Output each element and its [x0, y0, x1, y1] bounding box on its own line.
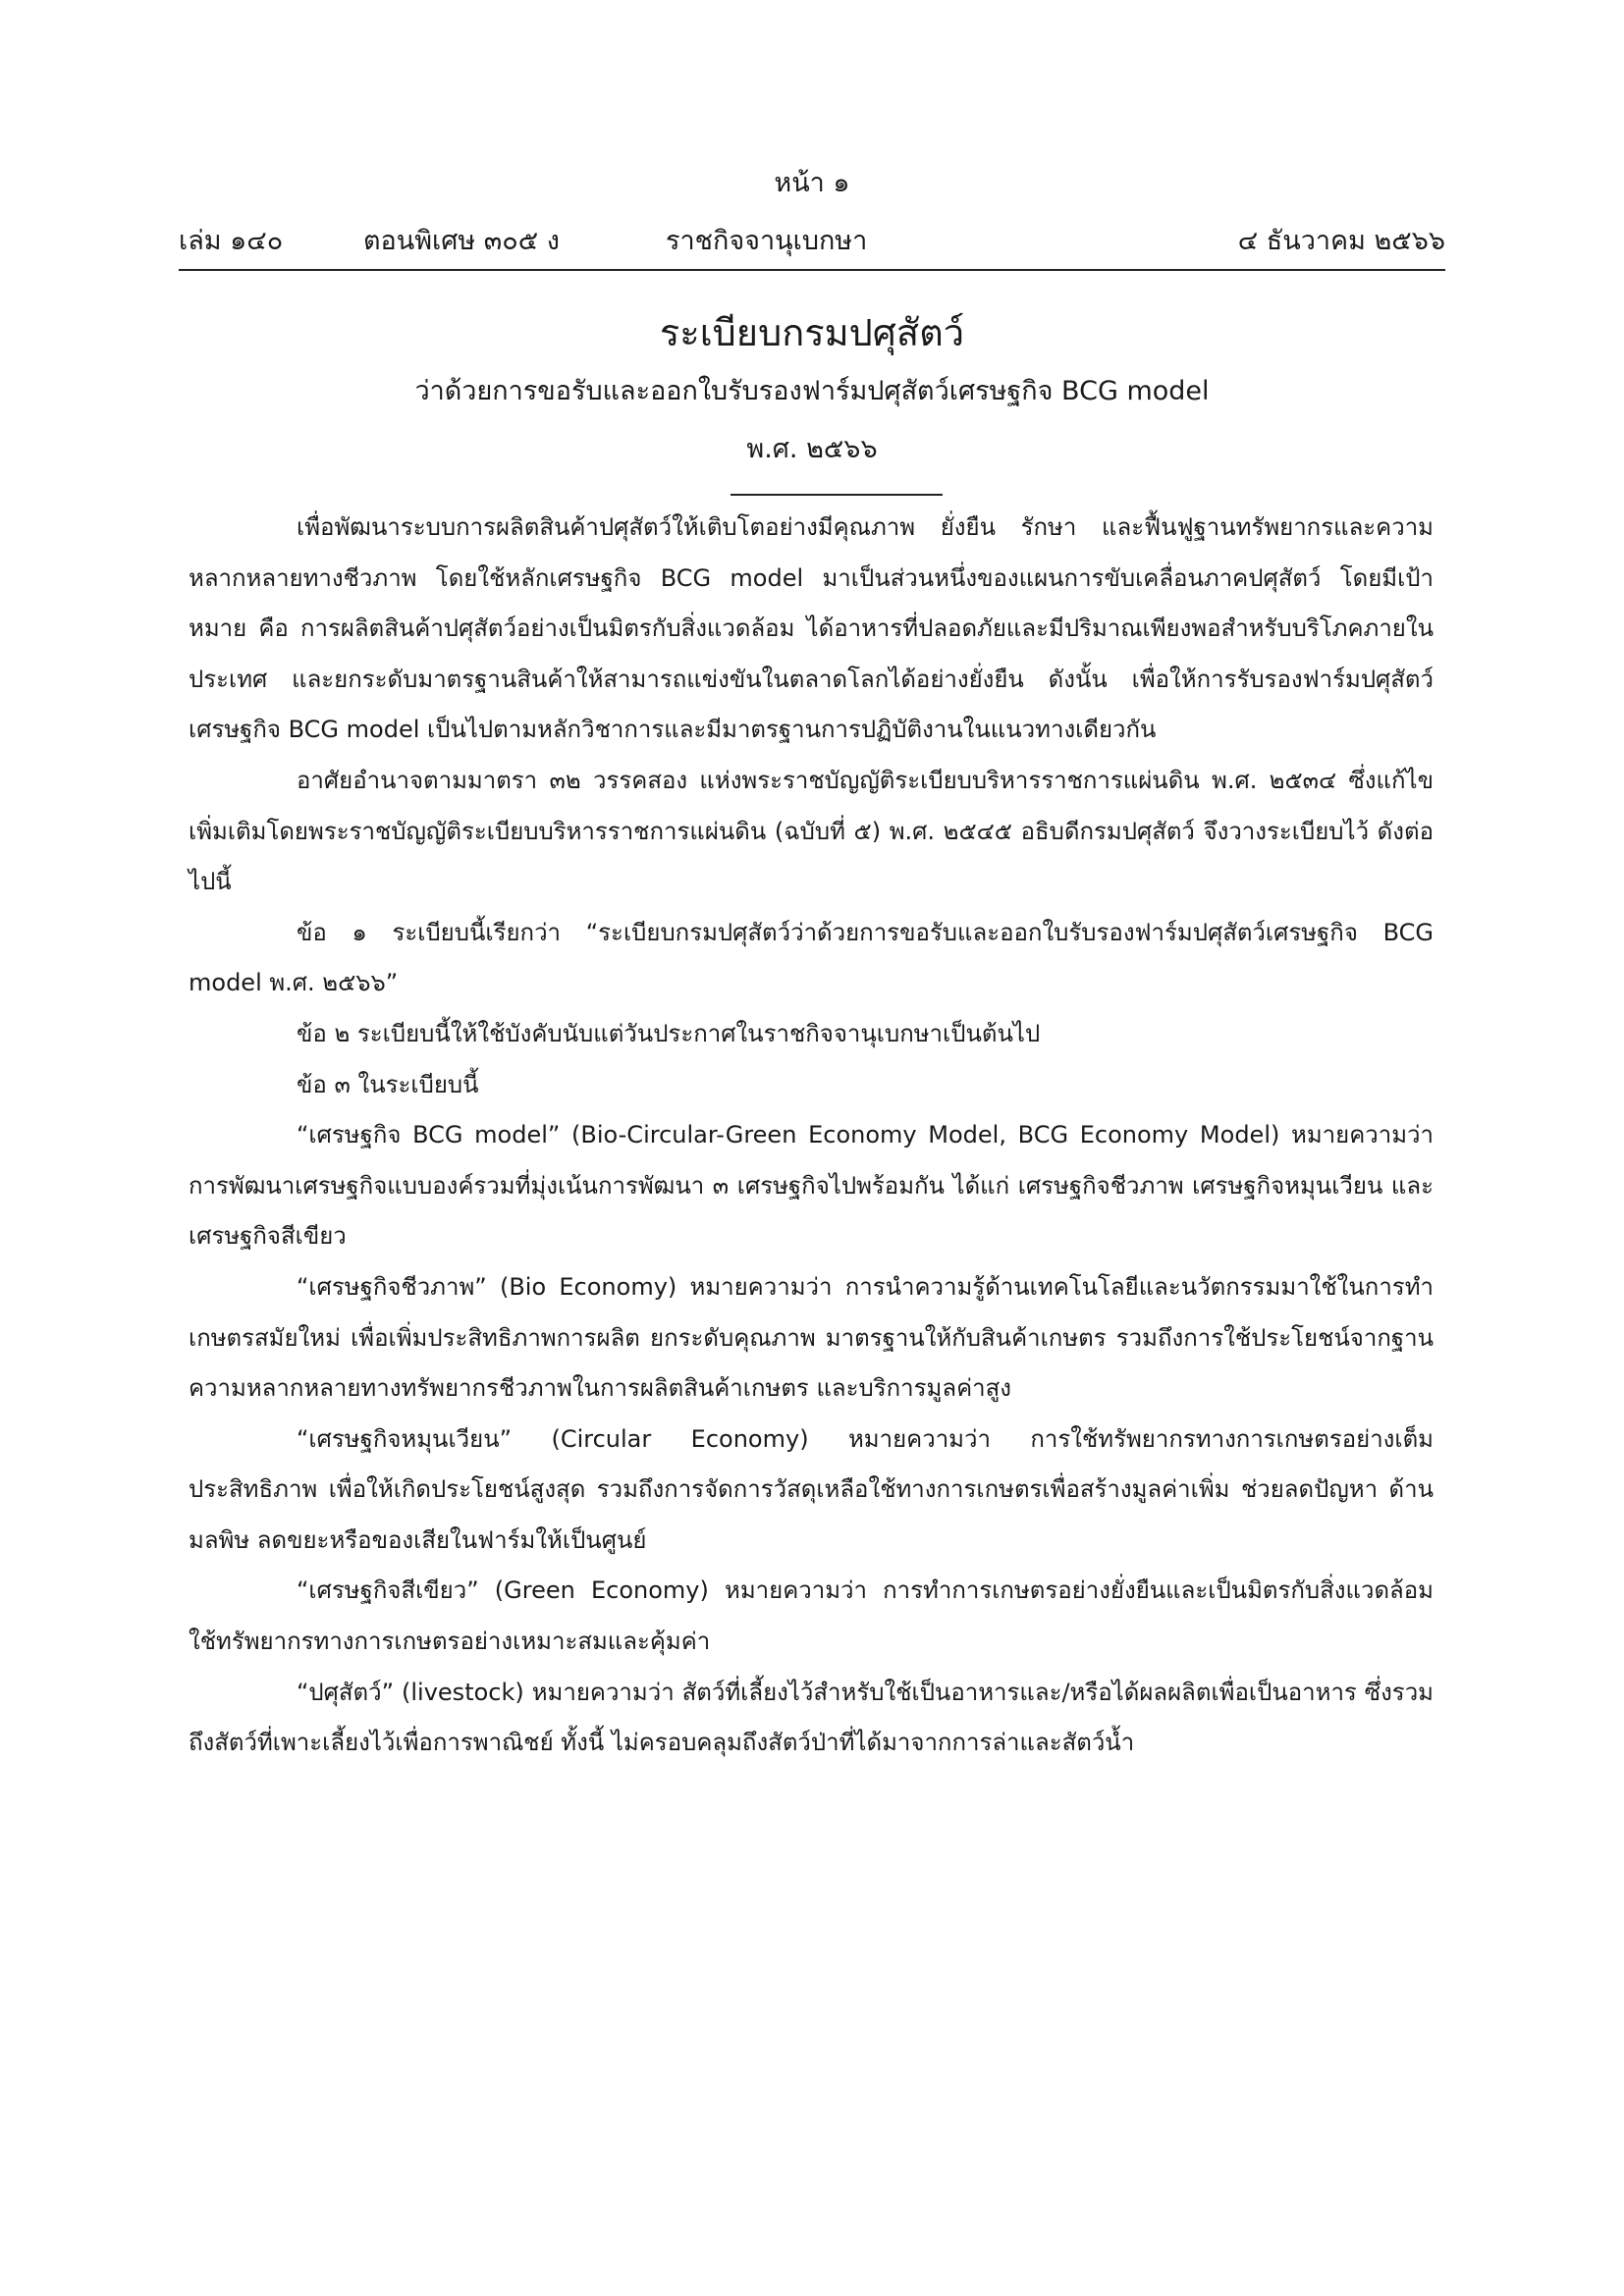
definition-bcg-model: “เศรษฐกิจ BCG model” (Bio-Circular-Green Economy Model, BCG Economy Model) หมายความว่า การพัฒนาเศรษฐกิจแบบองค์รวมที่มุ่งเน้นการพัฒนา ๓ เศรษฐกิจไปพร้อมกัน ได้แก่ เศรษฐกิจชีวภาพ เศรษฐกิจหมุนเวียน และเศรษฐกิจสีเขียว: [189, 1121, 1434, 1251]
document-title: ระเบียบกรมปศุสัตว์: [659, 311, 965, 354]
volume-number: เล่ม ๑๔๐: [179, 226, 284, 256]
page-number: หน้า ๑: [774, 168, 850, 198]
paragraph-authority: อาศัยอำนาจตามมาตรา ๓๒ วรรคสอง แห่งพระราชบัญญัติระเบียบบริหารราชการแผ่นดิน พ.ศ. ๒๕๓๔ ซึ่งแก้ไขเพิ่มเติมโดยพระราชบัญญัติระเบียบบริหารราชการแผ่นดิน (ฉบับที่ ๕) พ.ศ. ๒๕๔๕ อธิบดีกรมปศุสัตว์ จึงวางระเบียบไว้ ดังต่อไปนี้: [189, 766, 1434, 896]
definition-livestock: “ปศุสัตว์” (livestock) หมายความว่า สัตว์ที่เลี้ยงไว้สำหรับใช้เป็นอาหารและ/หรือได้ผลผลิตเพื่อเป็นอาหาร ซึ่งรวมถึงสัตว์ที่เพาะเลี้ยงไว้เพื่อการพาณิชย์ ทั้งนี้ ไม่ครอบคลุมถึงสัตว์ป่าที่ได้มาจากการล่าและสัตว์น้ำ: [189, 1678, 1434, 1757]
publication-date: ๔ ธันวาคม ๒๕๖๖: [1237, 226, 1445, 256]
issue-number: ตอนพิเศษ ๓๐๕ ง: [363, 226, 560, 256]
document-year: พ.ศ. ๒๕๖๖: [746, 434, 878, 464]
definition-bio-economy: “เศรษฐกิจชีวภาพ” (Bio Economy) หมายความว่า การนำความรู้ด้านเทคโนโลยีและนวัตกรรมมาใช้ในการทำเกษตรสมัยใหม่ เพื่อเพิ่มประสิทธิภาพการผลิต ยกระดับคุณภาพ มาตรฐานให้กับสินค้าเกษตร รวมถึงการใช้ประโยชน์จากฐานความหลากหลายทางทรัพยากรชีวภาพในการผลิตสินค้าเกษตร และบริการมูลค่าสูง: [189, 1272, 1434, 1403]
title-divider: [731, 494, 943, 496]
paragraph-clause-1: ข้อ ๑ ระเบียบนี้เรียกว่า “ระเบียบกรมปศุสัตว์ว่าด้วยการขอรับและออกใบรับรองฟาร์มปศุสัตว์เศรษฐกิจ BCG model พ.ศ. ๒๕๖๖”: [189, 918, 1434, 997]
paragraph-clause-2: ข้อ ๒ ระเบียบนี้ให้ใช้บังคับนับแต่วันประกาศในราชกิจจานุเบกษาเป็นต้นไป: [297, 1019, 1041, 1047]
document-body: [189, 503, 1434, 1769]
gazette-header: [179, 222, 1445, 261]
gazette-name: ราชกิจจานุเบกษา: [666, 226, 868, 256]
document-subtitle: ว่าด้วยการขอรับและออกใบรับรองฟาร์มปศุสัตว์เศรษฐกิจ BCG model: [414, 376, 1210, 406]
definition-green-economy: “เศรษฐกิจสีเขียว” (Green Economy) หมายความว่า การทำการเกษตรอย่างยั่งยืนและเป็นมิตรกับสิ่งแวดล้อม ใช้ทรัพยากรทางการเกษตรอย่างเหมาะสมและคุ้มค่า: [189, 1576, 1434, 1656]
paragraph-preamble: เพื่อพัฒนาระบบการผลิตสินค้าปศุสัตว์ให้เติบโตอย่างมีคุณภาพ ยั่งยืน รักษา และฟื้นฟูฐานทรัพยากรและความหลากหลายทางชีวภาพ โดยใช้หลักเศรษฐกิจ BCG model มาเป็นส่วนหนึ่งของแผนการขับเคลื่อนภาคปศุสัตว์ โดยมีเป้าหมาย คือ การผลิตสินค้าปศุสัตว์อย่างเป็นมิตรกับสิ่งแวดล้อม ได้อาหารที่ปลอดภัยและมีปริมาณเพียงพอสำหรับบริโภคภายในประเทศ และยกระดับมาตรฐานสินค้าให้สามารถแข่งขันในตลาดโลกได้อย่างยั่งยืน ดังนั้น เพื่อให้การรับรองฟาร์มปศุสัตว์เศรษฐกิจ BCG model เป็นไปตามหลักวิชาการและมีมาตรฐานการปฏิบัติงานในแนวทางเดียวกัน: [189, 513, 1434, 744]
definition-circular-economy: “เศรษฐกิจหมุนเวียน” (Circular Economy) หมายความว่า การใช้ทรัพยากรทางการเกษตรอย่างเต็มประสิทธิภาพ เพื่อให้เกิดประโยชน์สูงสุด รวมถึงการจัดการวัสดุเหลือใช้ทางการเกษตรเพื่อสร้างมูลค่าเพิ่ม ช่วยลดปัญหา ด้านมลพิษ ลดขยะหรือของเสียในฟาร์มให้เป็นศูนย์: [189, 1424, 1434, 1554]
paragraph-clause-3: ข้อ ๓ ในระเบียบนี้: [297, 1070, 479, 1098]
header-divider: [179, 269, 1445, 271]
